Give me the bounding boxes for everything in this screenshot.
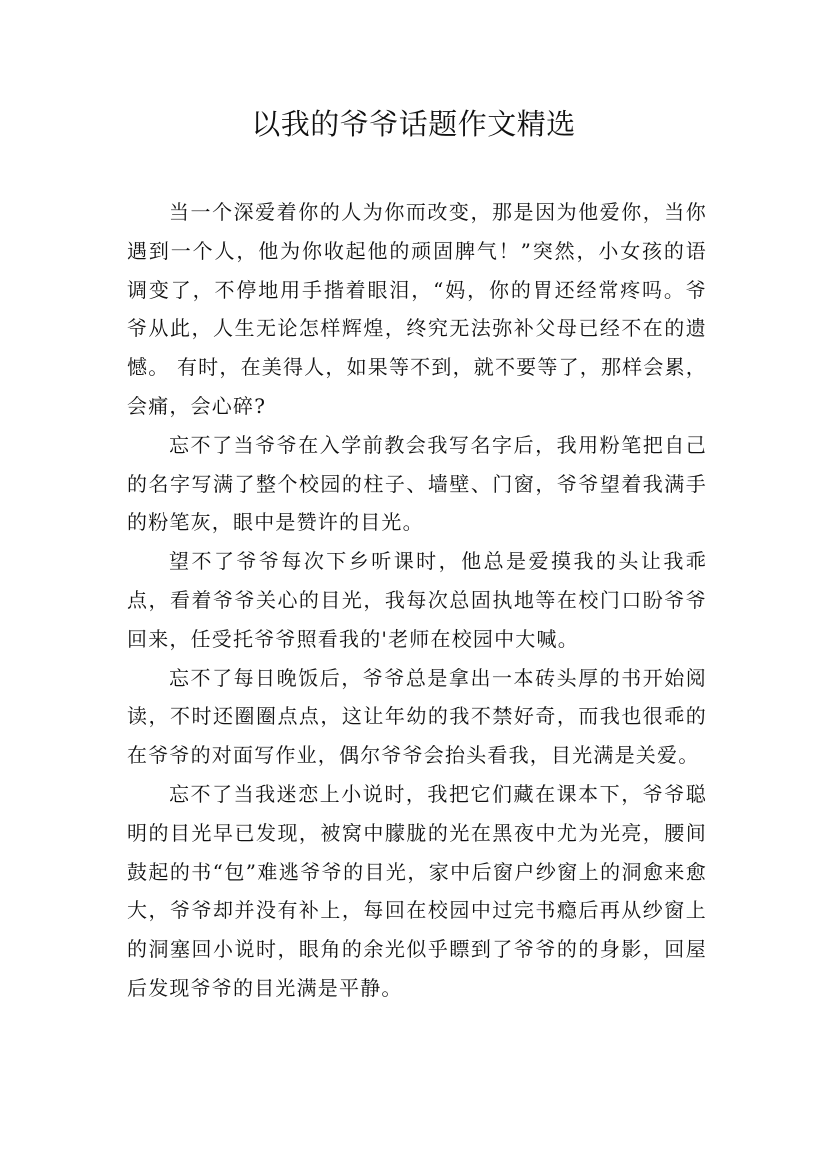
document-body (127, 193, 707, 1008)
paragraph-1: 当一个深爱着你的人为你而改变，那是因为他爱你，当你遇到一个人，他为你收起他的顽固脾气！”突然，小女孩的语调变了，不停地用手揩着眼泪，“妈，你的胃还经常疼吗。爷爷从此，人生无论怎样辉煌，终究无法弥补父母已经不在的遗憾。 有时，在美得人，如果等不到，就不要等了，那样会累，会痛，会心碎? (127, 200, 707, 418)
paragraph-3: 望不了爷爷每次下乡听课时，他总是爱摸我的头让我乖点，看着爷爷关心的目光，我每次总固执地等在校门口盼爷爷回来，任受托爷爷照看我的'老师在校园中大喊。 (127, 549, 707, 651)
paragraph-4: 忘不了每日晚饭后，爷爷总是拿出一本砖头厚的书开始阅读，不时还圈圈点点，这让年幼的我不禁好奇，而我也很乖的在爷爷的对面写作业，偶尔爷爷会抬头看我，目光满是关爱。 (127, 665, 707, 768)
document-title: 以我的爷爷话题作文精选 (251, 107, 576, 141)
paragraph-5: 忘不了当我迷恋上小说时，我把它们藏在课本下，爷爷聪明的目光早已发现，被窝中朦胧的光在黑夜中尤为光亮，腰间鼓起的书“包”难逃爷爷的目光，家中后窗户纱窗上的洞愈来愈大，爷爷却并没有补上，每回在校园中过完书瘾后再从纱窗上的洞塞回小说时，眼角的余光似乎瞟到了爷爷的的身影，回屋后发现爷爷的目光满是平静。 (127, 781, 707, 1000)
paragraph-2: 忘不了当爷爷在入学前教会我写名字后，我用粉笔把自己的名字写满了整个校园的柱子、墙壁、门窗，爷爷望着我满手的粉笔灰，眼中是赞许的目光。 (127, 432, 707, 535)
